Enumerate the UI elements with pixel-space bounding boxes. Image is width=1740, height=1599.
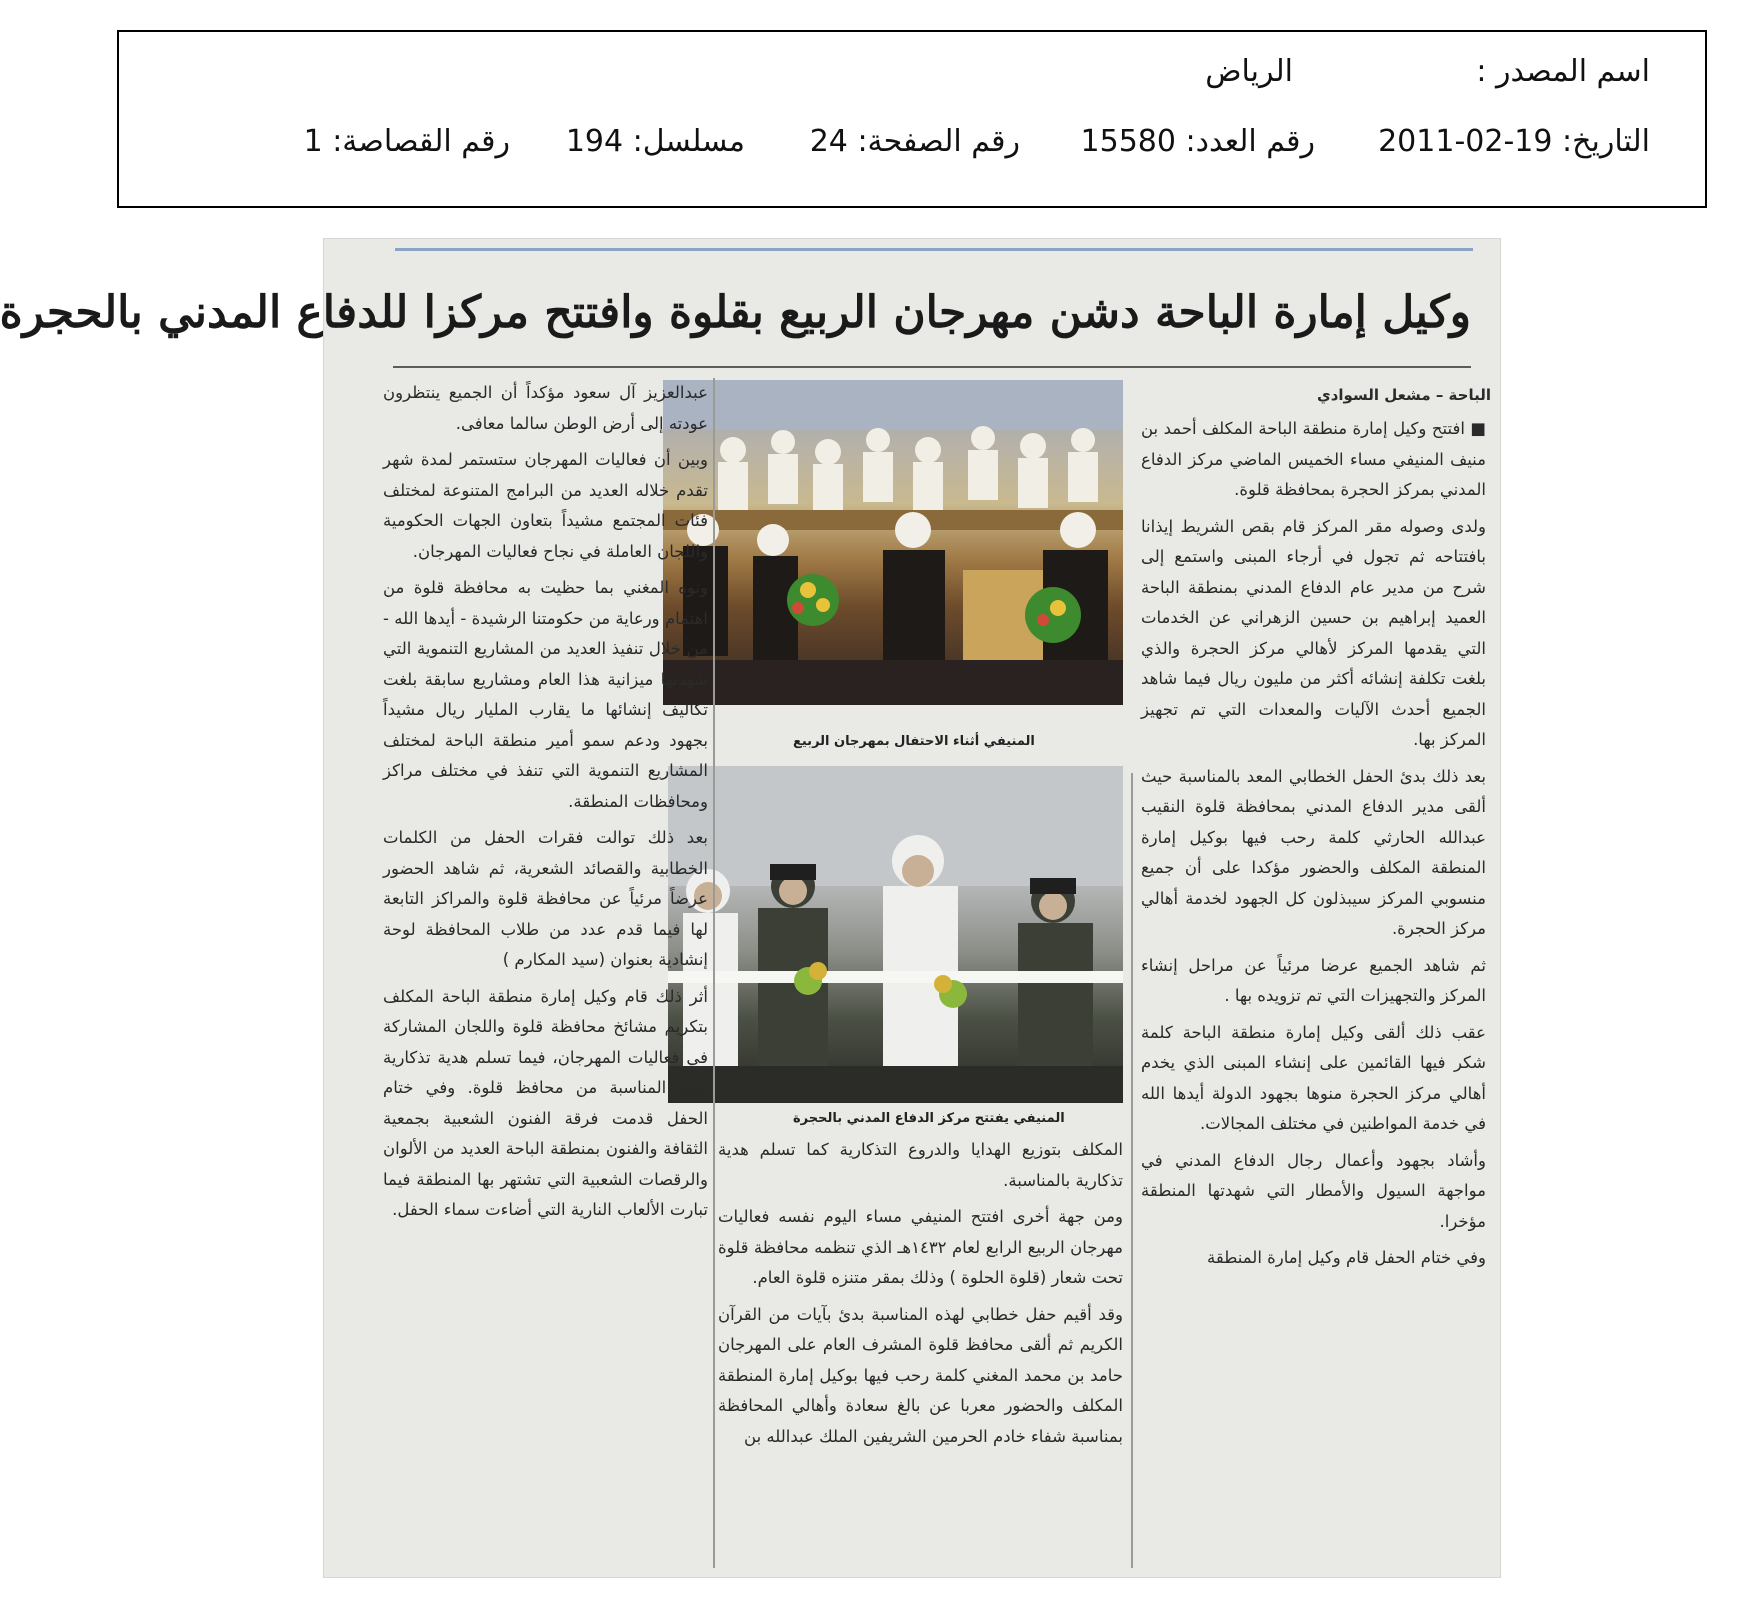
festival-photo	[663, 380, 1123, 705]
column-divider	[713, 378, 715, 1568]
paragraph: بعد ذلك بدئ الحفل الخطابي المعد بالمناسبة حيث ألقى مدير الدفاع المدني بمحافظة قلوة النقيب عبدالله الحارثي كلمة رحب فيها بوكيل إمارة المنطقة المكلف والحضور مؤكدا على أن جميع منسوبي المركز سيبذلون كل الجهود لخدمة أهالي مركز الحجرة.	[1141, 766, 1486, 938]
paragraph: المكلف بتوزيع الهدايا والدروع التذكارية كما تسلم هدية تذكارية بالمناسبة.	[718, 1140, 1123, 1190]
page-number: رقم الصفحة: 24	[809, 124, 1020, 159]
paragraph: عبدالعزيز آل سعود مؤكداً أن الجميع ينتظرون عودته إلى أرض الوطن سالما معافى.	[383, 383, 708, 433]
paragraph: ونوه المغني بما حظيت به محافظة قلوة من اهتمام ورعاية من حكومتنا الرشيدة - أيدها الله - من خلال تنفيذ العديد من المشاريع التنموية التي شهدتها ميزانية هذا العام ومشاريع سابقة بلغت تكاليف إنشائها ما يقارب المليار ريال مشيداً بجهود ودعم سمو أمير منطقة الباحة لمختلف المشاريع التنموية التي تنفذ في مختلف مراكز ومحافظات المنطقة.	[383, 578, 708, 811]
ribbon-cutting-photo	[668, 766, 1123, 1103]
photo2-caption: المنيفي يفتتح مركز الدفاع المدني بالحجرة	[793, 1111, 1065, 1126]
clipping-number: رقم القصاصة: 1	[303, 124, 510, 159]
paragraph: ثم شاهد الجميع عرضا مرئياً عن مراحل إنشاء المركز والتجهيزات التي تم تزويده بها .	[1141, 955, 1486, 1005]
paragraph: ■ افتتح وكيل إمارة منطقة الباحة المكلف أحمد بن منيف المنيفي مساء الخميس الماضي مركز الدفاع المدني بمركز الحجرة بمحافظة قلوة.	[1141, 419, 1486, 499]
paragraph: وقد أقيم حفل خطابي لهذه المناسبة بدئ بآيات من القرآن الكريم ثم ألقى محافظ قلوة المشرف العام على المهرجان حامد بن محمد المغني كلمة رحب فيها بوكيل إمارة المنطقة المكلف والحضور معربا عن بالغ سعادة وأهالي المحافظة بمناسبة شفاء خادم الحرمين الشريفين الملك عبدالله بن	[718, 1304, 1123, 1446]
photo1-caption: المنيفي أثناء الاحتفال بمهرجان الربيع	[793, 734, 1035, 749]
article-headline: وكيل إمارة الباحة دشن مهرجان الربيع بقلوة وافتتح مركزا للدفاع المدني بالحجرة	[0, 287, 1471, 338]
paragraph: أثر ذلك قام وكيل إمارة منطقة الباحة المكلف بتكريم مشائخ محافظة قلوة واللجان المشاركة في فعاليات المهرجان، فيما تسلم هدية تذكارية بهذه المناسبة من محافظ قلوة. وفي ختام الحفل قدمت فرقة الفنون الشعبية بجمعية الثقافة والفنون بمنطقة الباحة العديد من الألوان والرقصات الشعبية التي تشتهر بها المنطقة فيما تبارت الألعاب النارية التي أضاءت سماء الحفل.	[383, 986, 708, 1219]
byline: الباحة – مشعل السوادي	[1316, 386, 1491, 404]
source-label: اسم المصدر :	[1476, 54, 1650, 89]
paragraph: ولدى وصوله مقر المركز قام بقص الشريط إيذانا بافتتاحه ثم تجول في أرجاء المبنى واستمع إلى شرح من مدير عام الدفاع المدني بمنطقة الباحة العميد إبراهيم بن حسين الزهراني عن الخدمات التي يقدمها المركز لأهالي مركز الحجرة والذي بلغت تكلفة إنشائه أكثر من مليون ريال فيما شاهد الجميع أحدث الآليات والمعدات التي تم تجهيز المركز بها.	[1141, 516, 1486, 749]
issue-number: رقم العدد: 15580	[1080, 124, 1315, 159]
headline-rule	[393, 366, 1471, 368]
paragraph: وأشاد بجهود وأعمال رجال الدفاع المدني في مواجهة السيول والأمطار التي شهدتها المنطقة مؤخرا.	[1141, 1150, 1486, 1231]
ribbon-cutting-photo-image	[668, 766, 1123, 1103]
paragraph: وفي ختام الحفل قام وكيل إمارة المنطقة	[1207, 1248, 1486, 1267]
paragraph: عقب ذلك ألقى وكيل إمارة منطقة الباحة كلمة شكر فيها القائمين على إنشاء المبنى الذي يخدم أهالي مركز الحجرة منوها بجهود الدولة أيدها الله في خدمة المواطنين في مختلف المجالات.	[1141, 1022, 1486, 1133]
column-divider	[1131, 773, 1133, 1568]
article-column-middle	[718, 1135, 1123, 1568]
serial-number: مسلسل: 194	[565, 124, 745, 159]
article-column-left	[383, 378, 708, 1568]
top-blue-rule	[395, 248, 1473, 251]
date-field: التاريخ: 19-02-2011	[1378, 124, 1650, 159]
paragraph: ومن جهة أخرى افتتح المنيفي مساء اليوم نفسه فعاليات مهرجان الربيع الرابع لعام ١٤٣٢هـ الذي تنظمه محافظة قلوة تحت شعار (قلوة الحلوة ) وذلك بمقر متنزه قلوة العام.	[718, 1207, 1123, 1287]
newspaper-clipping	[0, 238, 1501, 1578]
source-value: الرياض	[1205, 54, 1293, 89]
paragraph: بعد ذلك توالت فقرات الحفل من الكلمات الخطابية والقصائد الشعرية، ثم شاهد الحضور عرضاً مرئياً عن محافظة قلوة والمراكز التابعة لها فيما قدم عدد من طلاب المحافظة لوحة إنشادية بعنوان (سيد المكارم )	[383, 828, 708, 969]
article-column-right	[1141, 414, 1486, 1568]
festival-photo-image	[663, 380, 1123, 705]
paragraph: وبين أن فعاليات المهرجان ستستمر لمدة شهر تقدم خلاله العديد من البرامج المتنوعة لمختلف فئات المجتمع مشيداً بتعاون الجهات الحكومية واللجان العاملة في نجاح فعاليات المهرجان.	[383, 450, 708, 561]
clipping-info-box	[117, 30, 1707, 208]
